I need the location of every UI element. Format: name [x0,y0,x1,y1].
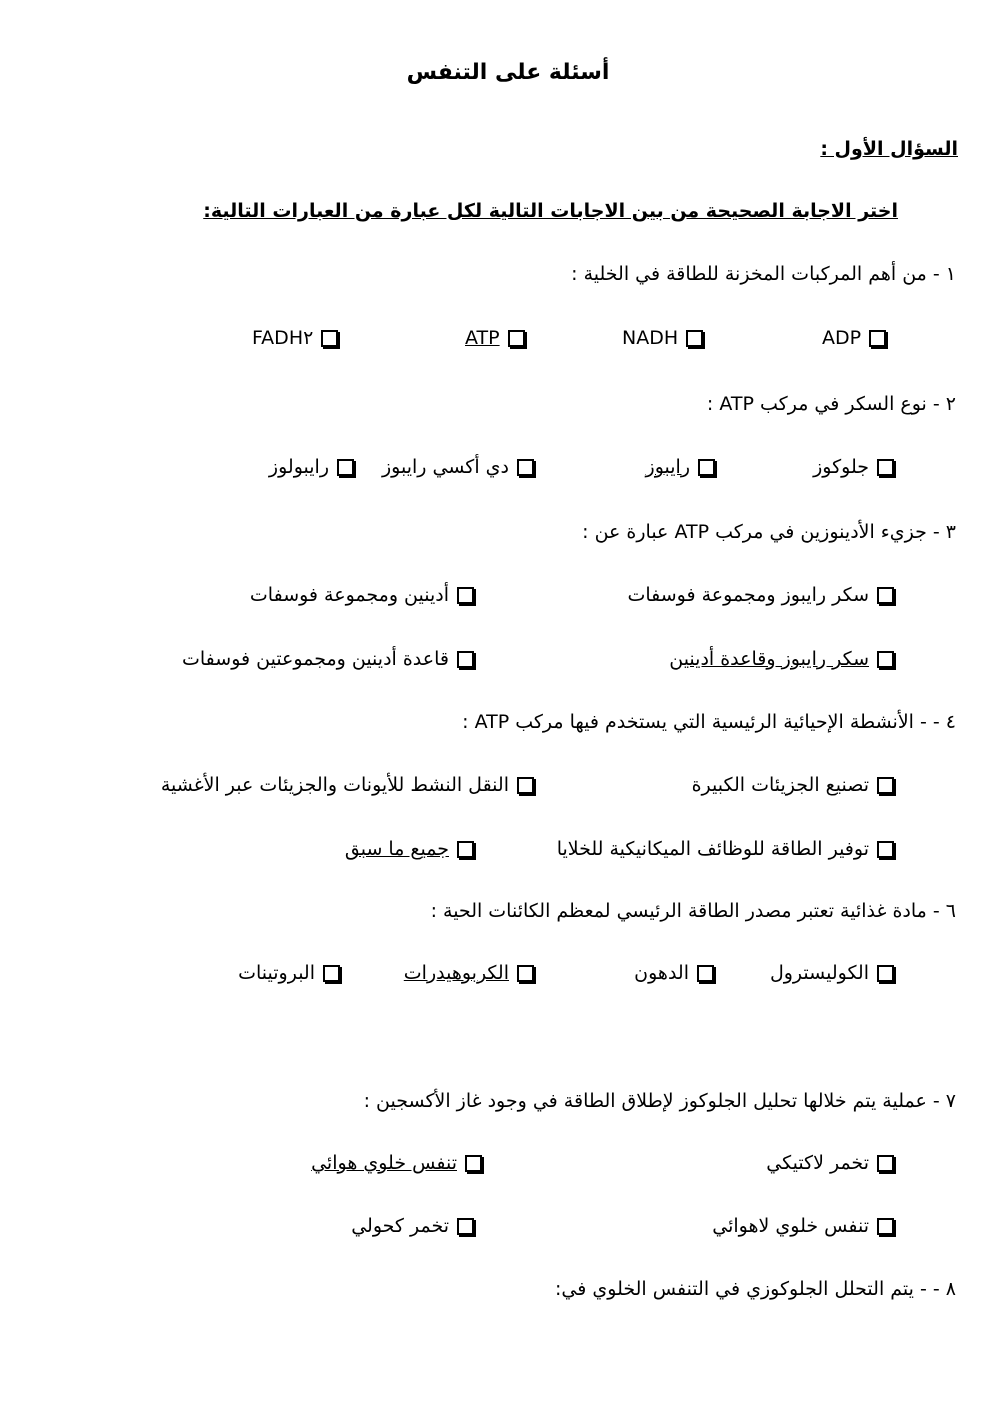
q4-option-a[interactable] [692,774,896,796]
q7-option-a-label: تخمر لاكتيكي [766,1152,869,1174]
question-2-text: ٢ - نوع السكر في مركب ATP : [706,393,956,415]
question-7-text: ٧ - عملية يتم خلالها تحليل الجلوكوز لإطلاق الطاقة في وجود غاز الأكسجين : [363,1090,956,1112]
question-6-text: ٦ - مادة غذائية تعتبر مصدر الطاقة الرئيسي لمعظم الكائنات الحية : [430,900,956,922]
checkbox-icon[interactable] [517,777,534,794]
checkbox-icon[interactable] [877,1155,894,1172]
q7-option-c[interactable] [712,1215,896,1237]
q6-option-fats-label: الدهون [634,962,689,984]
checkbox-icon[interactable] [877,777,894,794]
checkbox-icon[interactable] [697,965,714,982]
q6-option-carbohydrates-label: الكربوهيدرات [403,962,509,984]
q1-option-nadh[interactable] [622,327,705,349]
q6-option-cholesterol[interactable] [770,962,896,984]
section-instruction: اختر الاجابة الصحيحة من بين الاجابات التالية لكل عبارة من العبارات التالية: [203,200,898,222]
q3-option-d-label: قاعدة أدينين ومجموعتين فوسفات [181,648,449,670]
question-3-text: ٣ - جزيء الأدينوزين في مركب ATP عبارة عن : [582,521,956,543]
checkbox-icon[interactable] [323,965,340,982]
q2-option-ribulose[interactable] [269,456,356,478]
question-8-text: ٨ - - يتم التحلل الجلوكوزي في التنفس الخلوي في: [555,1278,956,1300]
q2-option-deoxyribose-label: دي أكسي رايبوز [382,456,509,478]
checkbox-icon[interactable] [457,1218,474,1235]
q3-option-c-label: سكر رايبوز وقاعدة أدينين [669,648,869,670]
q7-option-d-label: تخمر كحولي [351,1215,449,1237]
q3-option-a[interactable] [627,584,896,606]
q3-option-a-label: سكر رايبوز ومجموعة فوسفات [627,584,869,606]
q7-option-c-label: تنفس خلوي لاهوائي [712,1215,869,1237]
q4-option-c[interactable] [557,838,896,860]
checkbox-icon[interactable] [517,965,534,982]
q7-option-b-label: تنفس خلوي هوائي [311,1152,457,1174]
q4-option-d[interactable] [345,838,476,860]
checkbox-icon[interactable] [517,459,534,476]
q3-option-d[interactable] [182,648,476,670]
q3-option-b[interactable] [250,584,476,606]
question-1-text: ١ - من أهم المركبات المخزنة للطاقة في الخلية : [571,263,956,285]
q4-option-c-label: توفير الطاقة للوظائف الميكانيكية للخلايا [556,838,869,860]
q1-option-fadh2-label: FADH٢ [252,327,314,349]
q1-option-fadh2[interactable] [252,327,340,349]
checkbox-icon[interactable] [877,459,894,476]
q3-option-c[interactable] [669,648,896,670]
page-title: أسئلة على التنفس [406,60,610,85]
q6-option-carbohydrates[interactable] [404,962,536,984]
checkbox-icon[interactable] [457,841,474,858]
checkbox-icon[interactable] [869,330,886,347]
q6-option-proteins[interactable] [238,962,342,984]
checkbox-icon[interactable] [321,330,338,347]
q6-option-proteins-label: البروتينات [238,962,315,984]
section-label: السؤال الأول : [820,138,958,160]
checkbox-icon[interactable] [457,587,474,604]
q4-option-a-label: تصنيع الجزيئات الكبيرة [691,774,869,796]
checkbox-icon[interactable] [877,1218,894,1235]
q1-option-adp-label: ADP [822,327,862,349]
q7-option-a[interactable] [766,1152,896,1174]
q1-option-atp-label: ATP [465,327,500,349]
checkbox-icon[interactable] [877,587,894,604]
checkbox-icon[interactable] [698,459,715,476]
checkbox-icon[interactable] [457,651,474,668]
q3-option-b-label: أدينين ومجموعة فوسفات [249,584,449,606]
checkbox-icon[interactable] [508,330,525,347]
q4-option-b-label: النقل النشط للأيونات والجزيئات عبر الأغشية [160,774,509,796]
q2-option-ribose[interactable] [646,456,717,478]
q4-option-d-label: جميع ما سبق [344,838,449,860]
q7-option-d[interactable] [351,1215,476,1237]
checkbox-icon[interactable] [465,1155,482,1172]
checkbox-icon[interactable] [877,965,894,982]
q4-option-b[interactable] [161,774,536,796]
checkbox-icon[interactable] [337,459,354,476]
q2-option-glucose[interactable] [813,456,896,478]
q2-option-deoxyribose[interactable] [382,456,536,478]
q6-option-fats[interactable] [634,962,716,984]
q7-option-b[interactable] [311,1152,484,1174]
q2-option-glucose-label: جلوكوز [813,456,869,478]
q1-option-adp[interactable] [822,327,888,349]
q1-option-nadh-label: NADH [622,327,679,349]
checkbox-icon[interactable] [686,330,703,347]
q2-option-ribose-label: رايبوز [645,456,690,478]
question-4-text: ٤ - - الأنشطة الإحيائية الرئيسية التي يستخدم فيها مركب ATP : [462,711,956,733]
q6-option-cholesterol-label: الكوليسترول [769,962,869,984]
checkbox-icon[interactable] [877,841,894,858]
q1-option-atp[interactable] [465,327,527,349]
checkbox-icon[interactable] [877,651,894,668]
q2-option-ribulose-label: رايبولوز [268,456,329,478]
